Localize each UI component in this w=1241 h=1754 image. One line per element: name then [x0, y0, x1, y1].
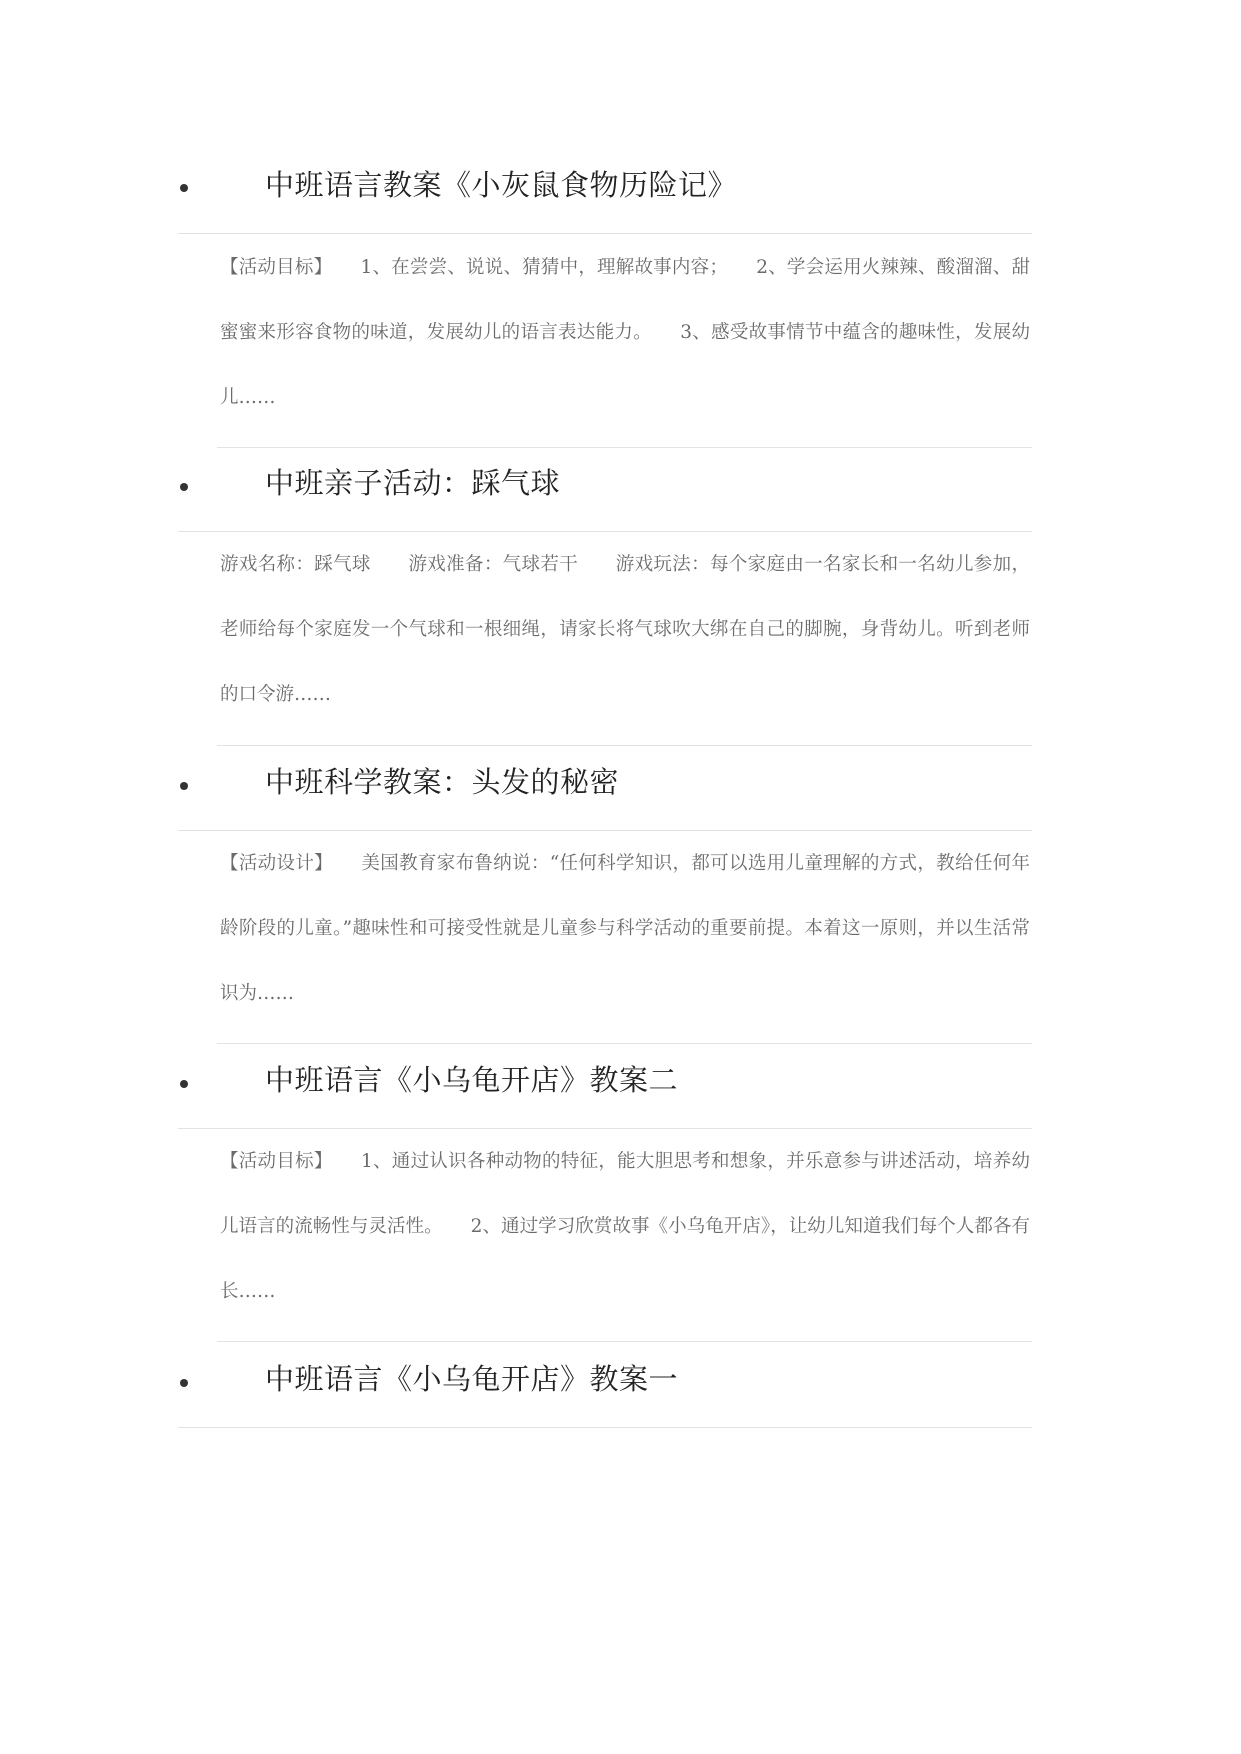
- bullet-icon: [180, 1379, 188, 1387]
- article-title-link[interactable]: 中班语言教案《小灰鼠食物历险记》: [265, 168, 738, 202]
- divider: [217, 745, 1032, 746]
- divider: [178, 1427, 1032, 1428]
- divider: [217, 1043, 1032, 1044]
- bullet-icon: [180, 184, 188, 192]
- article-title-link[interactable]: 中班语言《小乌龟开店》教案二: [265, 1063, 679, 1097]
- divider: [217, 447, 1032, 448]
- article-title-link[interactable]: 中班语言《小乌龟开店》教案一: [265, 1362, 679, 1396]
- article-title-link[interactable]: 中班科学教案：头发的秘密: [265, 765, 620, 799]
- article-summary: 【活动设计】 美国教育家布鲁纳说：“任何科学知识，都可以选用儿童理解的方式，教给任何年龄阶段的儿童。”趣味性和可接受性就是儿童参与科学活动的重要前提。本着这一原则，并以生活常识为……: [220, 853, 1030, 1004]
- bullet-icon: [180, 782, 188, 790]
- article-summary: 【活动目标】 1、通过认识各种动物的特征，能大胆思考和想象，并乐意参与讲述活动，培养幼儿语言的流畅性与灵活性。 2、通过学习欣赏故事《小乌龟开店》，让幼儿知道我们每个人都各有长……: [220, 1151, 1030, 1302]
- bullet-icon: [180, 483, 188, 491]
- article-summary: 【活动目标】 1、在尝尝、说说、猜猜中，理解故事内容； 2、学会运用火辣辣、酸溜溜、甜蜜蜜来形容食物的味道，发展幼儿的语言表达能力。 3、感受故事情节中蕴含的趣味性，发展幼儿……: [220, 257, 1030, 408]
- divider: [217, 1341, 1032, 1342]
- divider: [178, 233, 1032, 234]
- article-summary: 游戏名称：踩气球 游戏准备：气球若干 游戏玩法：每个家庭由一名家长和一名幼儿参加，老师给每个家庭发一个气球和一根细绳，请家长将气球吹大绑在自己的脚腕，身背幼儿。听到老师的口令游……: [220, 554, 1030, 705]
- article-title-link[interactable]: 中班亲子活动：踩气球: [265, 466, 561, 500]
- bullet-icon: [180, 1080, 188, 1088]
